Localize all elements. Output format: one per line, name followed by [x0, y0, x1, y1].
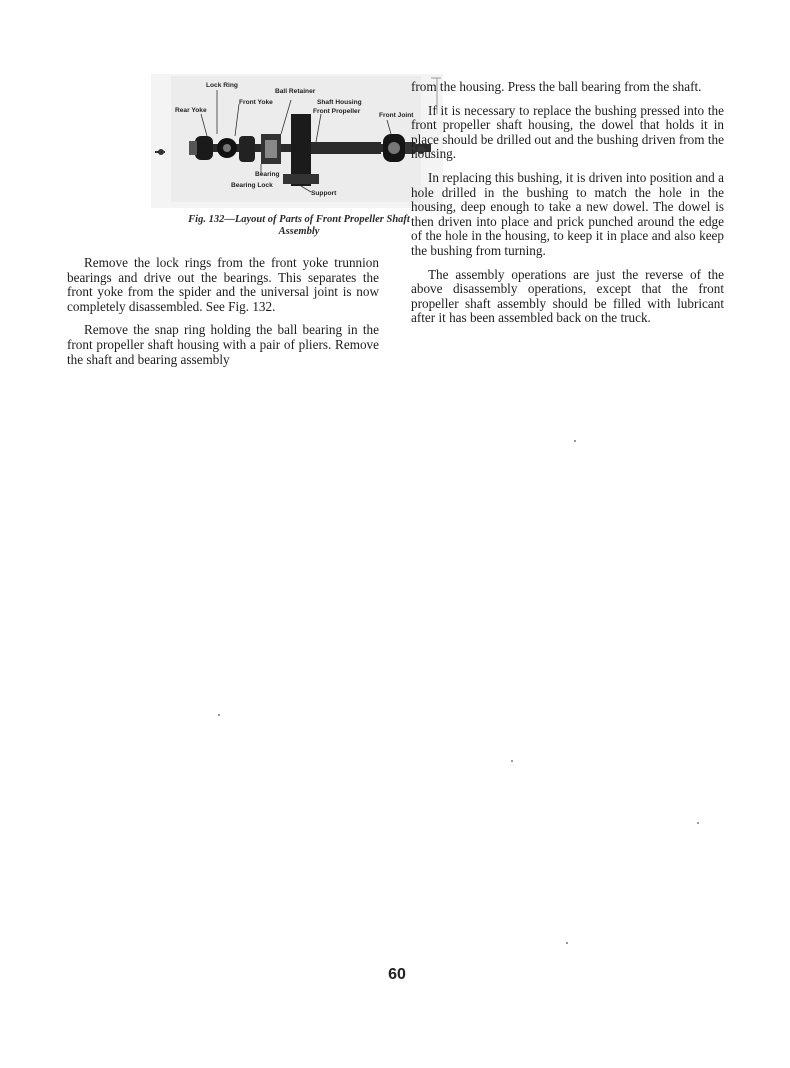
scan-speck: [511, 760, 513, 762]
label-front-propeller: Front Propeller: [313, 108, 361, 115]
label-bearing-lock: Bearing Lock: [231, 182, 273, 189]
paragraph: from the housing. Press the ball bearing from the shaft.: [411, 79, 702, 94]
paragraph: Remove the lock rings from the front yoke trunnion bearings and drive out the bearings. This separates the front yoke from the spider and the universal joint is now completely disassembled. See Fig. 132.: [67, 255, 379, 314]
scan-speck: [697, 822, 699, 824]
left-text: [67, 256, 379, 376]
scan-speck: [218, 714, 220, 716]
paragraph: Remove the snap ring holding the ball bearing in the front propeller shaft housing with a pair of pliers. Remove the shaft and bearing assembly: [67, 322, 379, 367]
scan-speck: [574, 440, 576, 442]
label-lock-ring: Lock Ring: [206, 82, 238, 89]
label-shaft-housing: Shaft Housing: [317, 99, 362, 106]
paragraph: If it is necessary to replace the bushing pressed into the front propeller shaft housing, the dowel that holds it in place should be drilled out and the bushing driven from the housing.: [411, 102, 724, 162]
label-rear-yoke: Rear Yoke: [175, 107, 207, 114]
caption-line-1: Fig. 132—Layout of Parts of Front Propeller Shaft: [188, 214, 410, 225]
label-bearing: Bearing: [255, 171, 280, 178]
paragraph: The assembly operations are just the reverse of the above disassembly operations, except that the front propeller shaft assembly should be filled with lubricant after it has been assembled back on the truck.: [411, 266, 724, 326]
figure-propeller-shaft-layout: [151, 74, 443, 208]
scan-speck: [566, 942, 568, 944]
caption-line-2: Assembly: [278, 225, 320, 237]
label-front-yoke: Front Yoke: [239, 99, 273, 106]
label-front-joint: Front Joint: [379, 112, 414, 119]
paragraph: In replacing this bushing, it is driven into position and a hole drilled in the bushing to match the hole in the housing, deep enough to take a new dowel. The dowel is then driven into place and prick punched around the edge of the hole in the housing, to keep it in place and also keep the bushing from turning.: [411, 169, 724, 258]
page-number: 60: [388, 966, 406, 983]
label-ball-retainer: Ball Retainer: [275, 88, 316, 95]
right-text: [411, 80, 724, 335]
label-support: Support: [311, 190, 337, 197]
